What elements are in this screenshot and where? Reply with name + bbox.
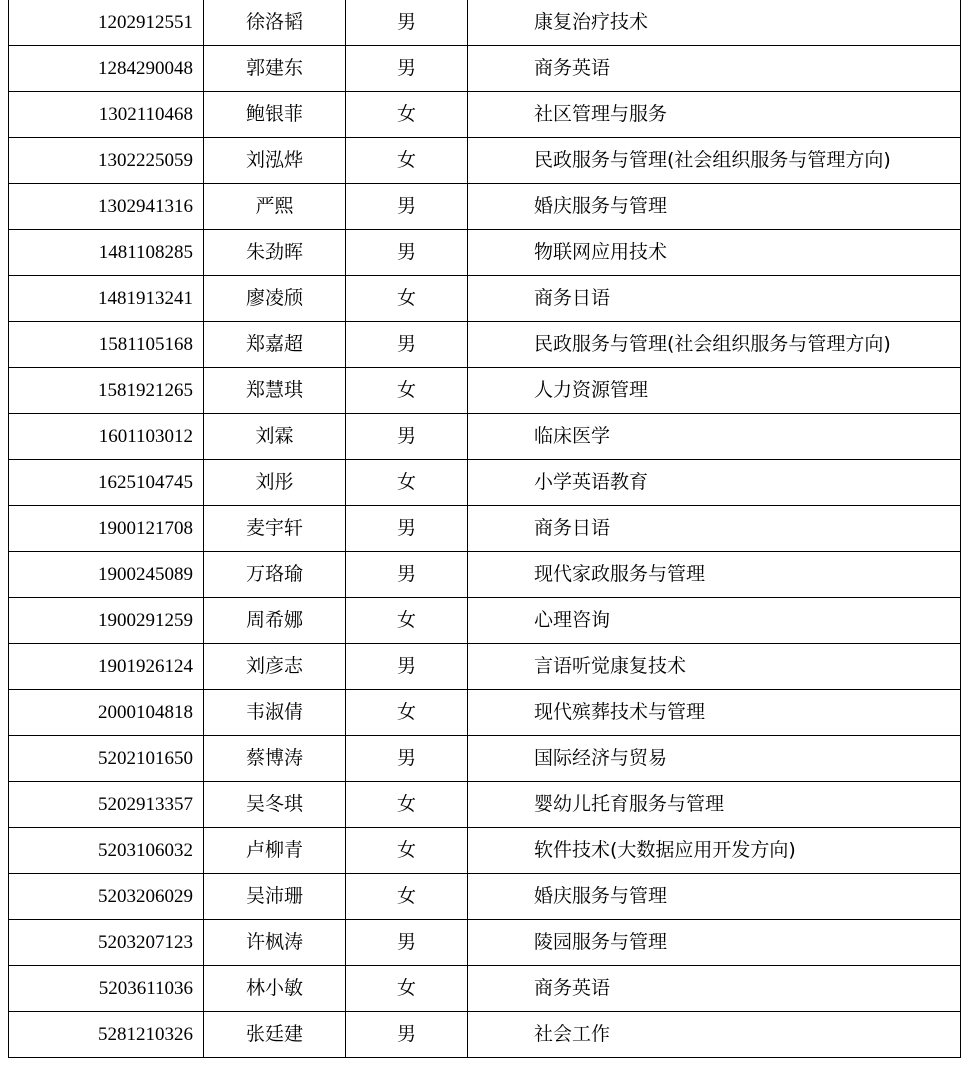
table-row xyxy=(9,644,961,690)
student-major-cell: 商务英语 xyxy=(468,966,961,1012)
student-id-cell: 1481913241 xyxy=(9,276,204,322)
student-id-cell: 1581921265 xyxy=(9,368,204,414)
student-gender-cell: 女 xyxy=(346,966,468,1012)
student-id-cell: 1284290048 xyxy=(9,46,204,92)
student-major-cell: 民政服务与管理(社会组织服务与管理方向) xyxy=(468,138,961,184)
student-major-cell: 临床医学 xyxy=(468,414,961,460)
student-id-cell: 1901926124 xyxy=(9,644,204,690)
table-row xyxy=(9,184,961,230)
student-major-cell: 物联网应用技术 xyxy=(468,230,961,276)
student-major-cell: 国际经济与贸易 xyxy=(468,736,961,782)
student-major-cell: 商务英语 xyxy=(468,46,961,92)
student-name-cell: 徐洛韬 xyxy=(204,0,346,46)
student-gender-cell: 女 xyxy=(346,460,468,506)
student-gender-cell: 男 xyxy=(346,46,468,92)
student-id-cell: 1900291259 xyxy=(9,598,204,644)
table-row xyxy=(9,506,961,552)
table-row xyxy=(9,690,961,736)
table-row xyxy=(9,138,961,184)
student-gender-cell: 女 xyxy=(346,874,468,920)
student-name-cell: 严熙 xyxy=(204,184,346,230)
table-row xyxy=(9,920,961,966)
student-gender-cell: 女 xyxy=(346,368,468,414)
student-major-cell: 婴幼儿托育服务与管理 xyxy=(468,782,961,828)
student-name-cell: 刘霖 xyxy=(204,414,346,460)
student-major-cell: 社区管理与服务 xyxy=(468,92,961,138)
student-name-cell: 刘彦志 xyxy=(204,644,346,690)
student-gender-cell: 男 xyxy=(346,920,468,966)
student-id-cell: 5203207123 xyxy=(9,920,204,966)
student-gender-cell: 男 xyxy=(346,184,468,230)
student-gender-cell: 女 xyxy=(346,276,468,322)
student-major-cell: 心理咨询 xyxy=(468,598,961,644)
student-name-cell: 周希娜 xyxy=(204,598,346,644)
student-id-cell: 1900245089 xyxy=(9,552,204,598)
student-id-cell: 2000104818 xyxy=(9,690,204,736)
student-major-cell: 现代家政服务与管理 xyxy=(468,552,961,598)
student-name-cell: 万珞瑜 xyxy=(204,552,346,598)
table-row xyxy=(9,598,961,644)
student-id-cell: 5202913357 xyxy=(9,782,204,828)
student-gender-cell: 男 xyxy=(346,414,468,460)
student-gender-cell: 男 xyxy=(346,506,468,552)
table-row xyxy=(9,782,961,828)
student-major-cell: 言语听觉康复技术 xyxy=(468,644,961,690)
student-major-cell: 商务日语 xyxy=(468,276,961,322)
table-row xyxy=(9,322,961,368)
student-name-cell: 廖凌颀 xyxy=(204,276,346,322)
student-name-cell: 蔡博涛 xyxy=(204,736,346,782)
student-major-cell: 社会工作 xyxy=(468,1012,961,1058)
student-id-cell: 5203206029 xyxy=(9,874,204,920)
student-name-cell: 郑嘉超 xyxy=(204,322,346,368)
student-name-cell: 吴沛珊 xyxy=(204,874,346,920)
student-name-cell: 麦宇轩 xyxy=(204,506,346,552)
student-gender-cell: 男 xyxy=(346,736,468,782)
table-row xyxy=(9,736,961,782)
student-name-cell: 张廷建 xyxy=(204,1012,346,1058)
table-row xyxy=(9,92,961,138)
student-gender-cell: 女 xyxy=(346,782,468,828)
student-major-cell: 软件技术(大数据应用开发方向) xyxy=(468,828,961,874)
table-row xyxy=(9,414,961,460)
table-row xyxy=(9,1012,961,1058)
student-id-cell: 1625104745 xyxy=(9,460,204,506)
student-name-cell: 朱劲晖 xyxy=(204,230,346,276)
student-gender-cell: 男 xyxy=(346,552,468,598)
student-id-cell: 5202101650 xyxy=(9,736,204,782)
student-major-cell: 人力资源管理 xyxy=(468,368,961,414)
student-name-cell: 卢柳青 xyxy=(204,828,346,874)
student-id-cell: 1302110468 xyxy=(9,92,204,138)
table-row xyxy=(9,874,961,920)
student-gender-cell: 女 xyxy=(346,92,468,138)
student-gender-cell: 男 xyxy=(346,230,468,276)
student-id-cell: 5281210326 xyxy=(9,1012,204,1058)
student-major-cell: 小学英语教育 xyxy=(468,460,961,506)
student-gender-cell: 男 xyxy=(346,644,468,690)
table-row xyxy=(9,0,961,46)
student-id-cell: 1202912551 xyxy=(9,0,204,46)
student-major-cell: 商务日语 xyxy=(468,506,961,552)
table-body xyxy=(9,0,961,1058)
student-id-cell: 1581105168 xyxy=(9,322,204,368)
student-id-cell: 5203106032 xyxy=(9,828,204,874)
student-major-cell: 陵园服务与管理 xyxy=(468,920,961,966)
student-name-cell: 韦淑倩 xyxy=(204,690,346,736)
student-id-cell: 1302941316 xyxy=(9,184,204,230)
student-gender-cell: 女 xyxy=(346,690,468,736)
table-row xyxy=(9,46,961,92)
student-gender-cell: 男 xyxy=(346,322,468,368)
student-table xyxy=(8,0,961,1058)
student-name-cell: 许枫涛 xyxy=(204,920,346,966)
student-gender-cell: 女 xyxy=(346,138,468,184)
table-row xyxy=(9,966,961,1012)
table-row xyxy=(9,828,961,874)
student-gender-cell: 男 xyxy=(346,0,468,46)
student-name-cell: 吴冬琪 xyxy=(204,782,346,828)
student-major-cell: 康复治疗技术 xyxy=(468,0,961,46)
student-gender-cell: 男 xyxy=(346,1012,468,1058)
table-row xyxy=(9,230,961,276)
student-id-cell: 5203611036 xyxy=(9,966,204,1012)
table-row xyxy=(9,460,961,506)
table-row xyxy=(9,276,961,322)
table-row xyxy=(9,552,961,598)
student-major-cell: 现代殡葬技术与管理 xyxy=(468,690,961,736)
student-id-cell: 1601103012 xyxy=(9,414,204,460)
student-major-cell: 婚庆服务与管理 xyxy=(468,874,961,920)
student-name-cell: 刘泓烨 xyxy=(204,138,346,184)
table-row xyxy=(9,368,961,414)
student-id-cell: 1302225059 xyxy=(9,138,204,184)
student-major-cell: 民政服务与管理(社会组织服务与管理方向) xyxy=(468,322,961,368)
student-name-cell: 林小敏 xyxy=(204,966,346,1012)
student-gender-cell: 女 xyxy=(346,828,468,874)
student-name-cell: 郭建东 xyxy=(204,46,346,92)
student-id-cell: 1481108285 xyxy=(9,230,204,276)
student-major-cell: 婚庆服务与管理 xyxy=(468,184,961,230)
student-name-cell: 刘彤 xyxy=(204,460,346,506)
student-name-cell: 鲍银菲 xyxy=(204,92,346,138)
student-name-cell: 郑慧琪 xyxy=(204,368,346,414)
student-id-cell: 1900121708 xyxy=(9,506,204,552)
student-gender-cell: 女 xyxy=(346,598,468,644)
